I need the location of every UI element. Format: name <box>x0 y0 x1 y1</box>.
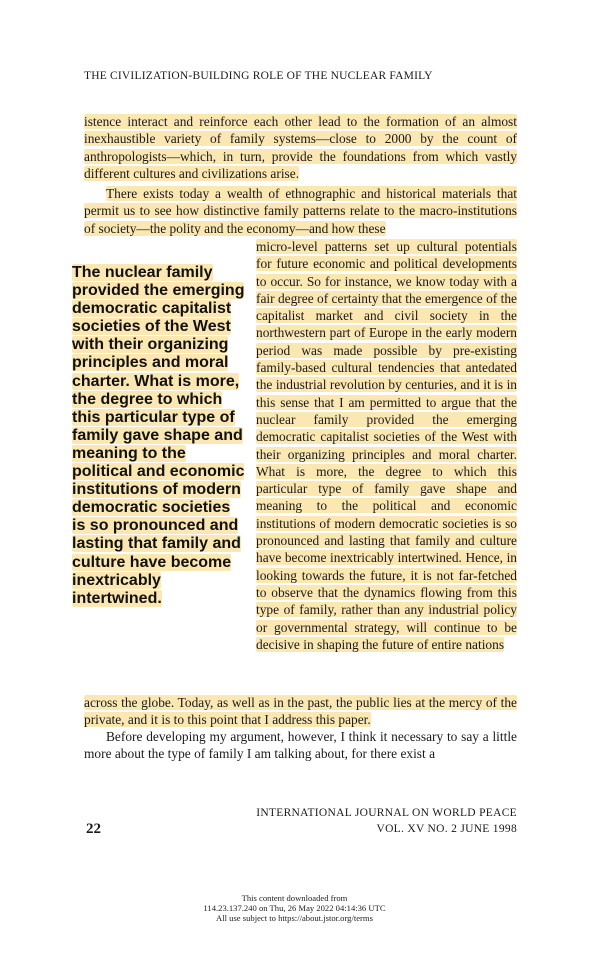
highlighted-text: There exists today a wealth of ethnographic and historical materials that permit us to see how distinctive family patterns relate to the macro-institutions of society—the polity and the economy—and how these <box>84 186 517 236</box>
download-notice-line-3: All use subject to https://about.jstor.org/terms <box>216 913 373 923</box>
paragraph-4: Before developing my argument, however, I think it necessary to say a little more about the type of family I am talking about, for there exist a <box>84 729 517 762</box>
highlighted-pull-quote: The nuclear family provided the emerging democratic capitalist societies of the West with their organizing principles and moral charter. What is more, the degree to which this particular type of family gave shape and meaning to the political and economic institutions of modern democratic societies is so pronounced and lasting that family and culture have become inextricably intertwined. <box>72 264 245 607</box>
download-notice <box>0 893 589 923</box>
paragraph-2 <box>84 185 517 237</box>
paragraph-3 <box>84 694 517 729</box>
highlighted-text: across the globe. Today, as well as in the past, the public lies at the mercy of the private, and it is to this point that I address this paper. <box>84 695 517 728</box>
running-head: THE CIVILIZATION-BUILDING ROLE OF THE NUCLEAR FAMILY <box>84 70 433 82</box>
journal-issue: VOL. XV NO. 2 JUNE 1998 <box>376 822 517 835</box>
page-number: 22 <box>86 821 101 837</box>
journal-citation <box>256 806 517 837</box>
pull-quote <box>72 264 248 608</box>
paragraph-1 <box>84 113 517 182</box>
paragraph-2-continuation <box>256 238 517 653</box>
journal-title: INTERNATIONAL JOURNAL ON WORLD PEACE <box>256 807 517 819</box>
download-notice-line-2: 114.23.137.240 on Thu, 26 May 2022 04:14:36 UTC <box>203 903 386 913</box>
highlighted-text: micro-level patterns set up cultural potentials for future economic and political developments to occur. So for instance, we know today with a fair degree of certainty that the emergence of the capitalist market and civil society in the northwestern part of Europe in the early modern period was made possible by pre-existing family-based cultural tendencies that antedated the industrial revolution by centuries, and it is in this sense that I am permitted to argue that the nuclear family provided the emerging democratic capitalist societies of the West with their organizing principles and moral charter. What is more, the degree to which this particular type of family gave shape and meaning to the political and economic institutions of modern democratic societies is so pronounced and lasting that family and culture have become inextricably intertwined. Hence, in looking towards the future, it is not far-fetched to observe that the dynamics flowing from this type of family, rather than any industrial policy or governmental strategy, will continue to be decisive in shaping the future of entire nations <box>256 239 517 652</box>
download-notice-line-1: This content downloaded from <box>241 893 348 903</box>
highlighted-text: istence interact and reinforce each other lead to the formation of an almost inexhaustible variety of family systems—close to 2000 by the count of anthropologists—which, in turn, provide the foundations from which vastly different cultures and civilizations arise. <box>84 114 517 181</box>
